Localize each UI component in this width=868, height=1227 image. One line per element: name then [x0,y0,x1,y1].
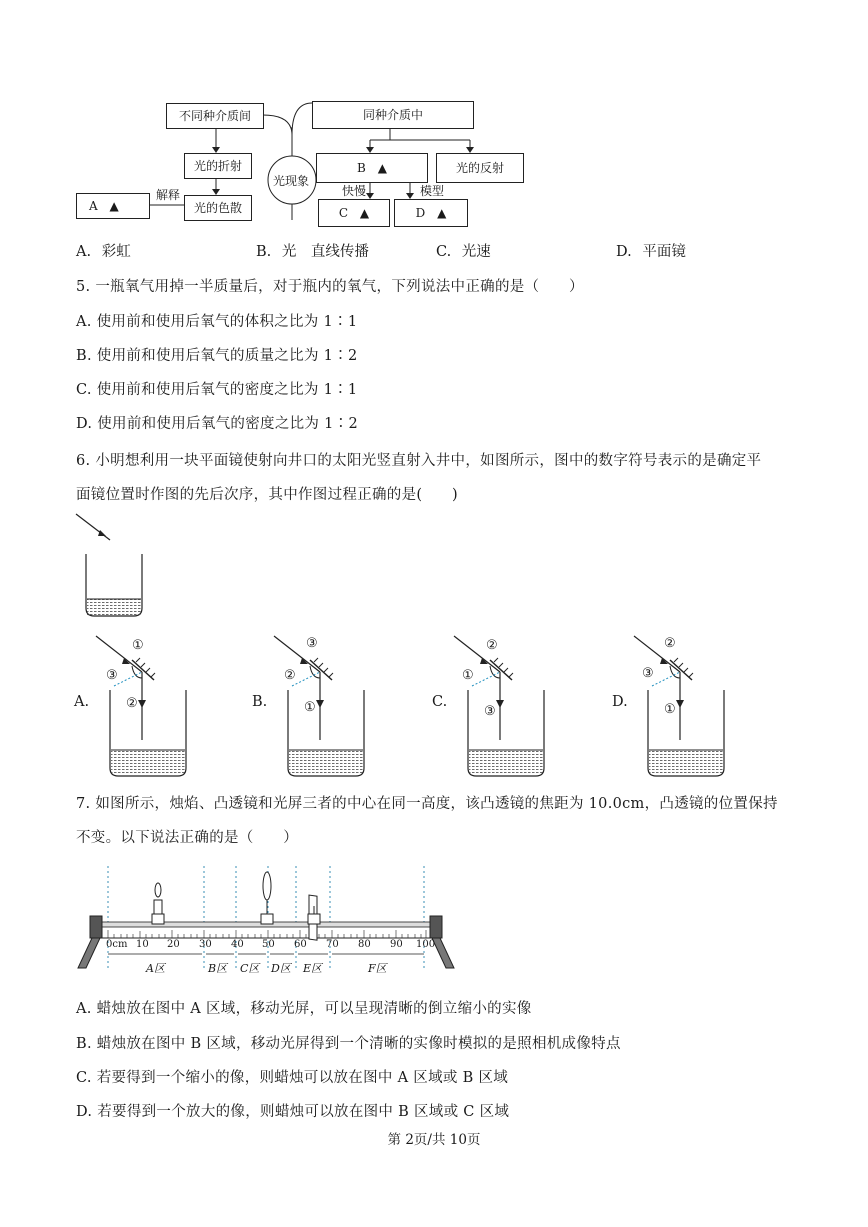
q6-option-a[interactable] [74,630,194,780]
q7-option-c[interactable]: C. 若要得到一个缩小的像，则蜡烛可以放在图中 A 区域或 B 区域 [76,1070,509,1086]
triangle-icon: ▲ [377,161,387,175]
q7-option-d[interactable]: D. 若要得到一个放大的像，则蜡烛可以放在图中 B 区域或 C 区域 [76,1104,510,1120]
box-refraction [184,153,252,179]
box-reflection-label: 光的反射 [455,161,504,175]
triangle-icon: ▲ [109,199,119,213]
q4-option-letter: D. [616,244,632,260]
q7-option-b[interactable]: B. 蜡烛放在图中 B 区域，移动光屏得到一个清晰的实像时模拟的是照相机成像特点 [76,1036,621,1052]
q6-option-letter: C. [432,694,448,710]
box-same-medium [312,101,474,129]
concept-map [70,95,530,235]
box-a-letter: A [89,199,98,213]
triangle-icon: ▲ [437,206,447,220]
q6-option-letter: D. [612,694,628,710]
page-footer: 第 2页/共 10页 [387,1132,481,1148]
box-dispersion [184,195,252,221]
explain-label: 解释 [156,188,181,202]
zone-label-b: B区 [208,962,228,975]
box-c-letter: C [338,206,349,220]
speed-label: 快慢 [342,184,367,198]
box-same-medium-label: 同种介质中 [362,108,423,122]
zone-label-f: F区 [368,962,387,975]
q6-a-bottom-mark: ② [126,696,138,711]
ruler-tick-label: 10 [136,939,149,950]
q6-d-top-mark: ② [664,636,676,651]
box-a [76,193,150,219]
q4-option-text: 光 直线传播 [281,244,369,260]
q6-option-b[interactable] [252,630,372,780]
q4-option-text: 彩虹 [101,244,131,260]
q7-stem-line2: 不变。以下说法正确的是（ ） [76,830,298,846]
ruler-tick-label: 60 [294,939,307,950]
box-refraction-label: 光的折射 [193,159,242,173]
ruler-tick-label: 70 [326,939,339,950]
q4-option-text: 光速 [461,244,491,260]
optical-bench-figure [74,858,464,988]
q6-a-side-mark: ③ [106,668,118,683]
ruler-tick-label: 20 [167,939,180,950]
q6-option-letter: A. [74,694,90,710]
arrow-icon [98,530,106,536]
q5-stem: 5. 一瓶氧气用掉一半质量后，对于瓶内的氧气，下列说法中正确的是（ ） [76,279,584,295]
q4-option-text: 平面镜 [642,244,686,260]
q4-option-d[interactable] [616,240,686,261]
q6-stem-line1: 6. 小明想利用一块平面镜使射向井口的太阳光竖直射入井中，如图所示，图中的数字符号表示的是确定平 [76,453,762,469]
q5-option-a[interactable]: A. 使用前和使用后氧气的体积之比为 1∶1 [76,314,358,330]
zone-label-a: A区 [146,962,165,975]
q4-option-letter: B. [256,244,272,260]
q4-option-b[interactable] [256,240,369,261]
triangle-icon: ▲ [359,206,370,220]
q4-option-c[interactable] [436,240,491,261]
ruler-tick-label: 30 [199,939,212,950]
q6-d-side-mark: ③ [642,666,654,681]
box-reflection [436,153,524,183]
q6-a-top-mark: ① [132,638,144,653]
q5-option-b[interactable]: B. 使用前和使用后氧气的质量之比为 1∶2 [76,348,358,364]
q4-option-a[interactable] [76,240,131,261]
q6-option-d[interactable] [612,630,732,780]
q5-option-d[interactable]: D. 使用前和使用后氧气的密度之比为 1∶2 [76,416,358,432]
q6-option-c[interactable] [432,630,552,780]
q7-stem-line1: 7. 如图所示，烛焰、凸透镜和光屏三者的中心在同一高度，该凸透镜的焦距为 10.0cm，凸透镜的位置保持 [76,796,778,812]
box-d [394,199,468,227]
q7-option-a[interactable]: A. 蜡烛放在图中 A 区域，移动光屏，可以呈现清晰的倒立缩小的实像 [76,1001,532,1017]
q4-option-letter: C. [436,244,452,260]
q6-b-side-mark: ② [284,668,296,683]
zone-label-e: E区 [303,962,323,975]
box-b [316,153,428,183]
center-label: 光现象 [273,174,310,188]
ruler-tick-label: 90 [390,939,403,950]
q6-main-figure [70,508,160,623]
ruler-tick-label: 100 [416,939,436,950]
q6-c-bottom-mark: ③ [484,704,496,719]
q4-option-letter: A. [76,244,92,260]
model-label: 模型 [420,184,445,198]
zone-label-c: C区 [240,962,260,975]
box-between-media [166,103,264,129]
box-b-letter: B [357,161,366,175]
ruler-tick-label: 0cm [106,939,128,950]
q6-option-letter: B. [252,694,268,710]
box-c [318,199,390,227]
ruler-tick-label: 80 [358,939,371,950]
q6-c-side-mark: ① [462,668,474,683]
q6-stem-line2: 面镜位置时作图的先后次序，其中作图过程正确的是( ) [76,487,458,503]
q5-option-c[interactable]: C. 使用前和使用后氧气的密度之比为 1∶1 [76,382,358,398]
optical-bench-drawing [74,858,464,988]
ruler-tick-label: 40 [231,939,244,950]
box-d-letter: D [415,206,426,220]
ruler-tick-label: 50 [262,939,275,950]
box-between-media-label: 不同种介质间 [178,109,251,123]
q6-b-bottom-mark: ① [304,700,316,715]
q6-d-bottom-mark: ① [664,702,676,717]
q6-b-top-mark: ③ [306,636,318,651]
zone-label-d: D区 [271,962,291,975]
q6-c-top-mark: ② [486,638,498,653]
box-dispersion-label: 光的色散 [193,201,242,215]
